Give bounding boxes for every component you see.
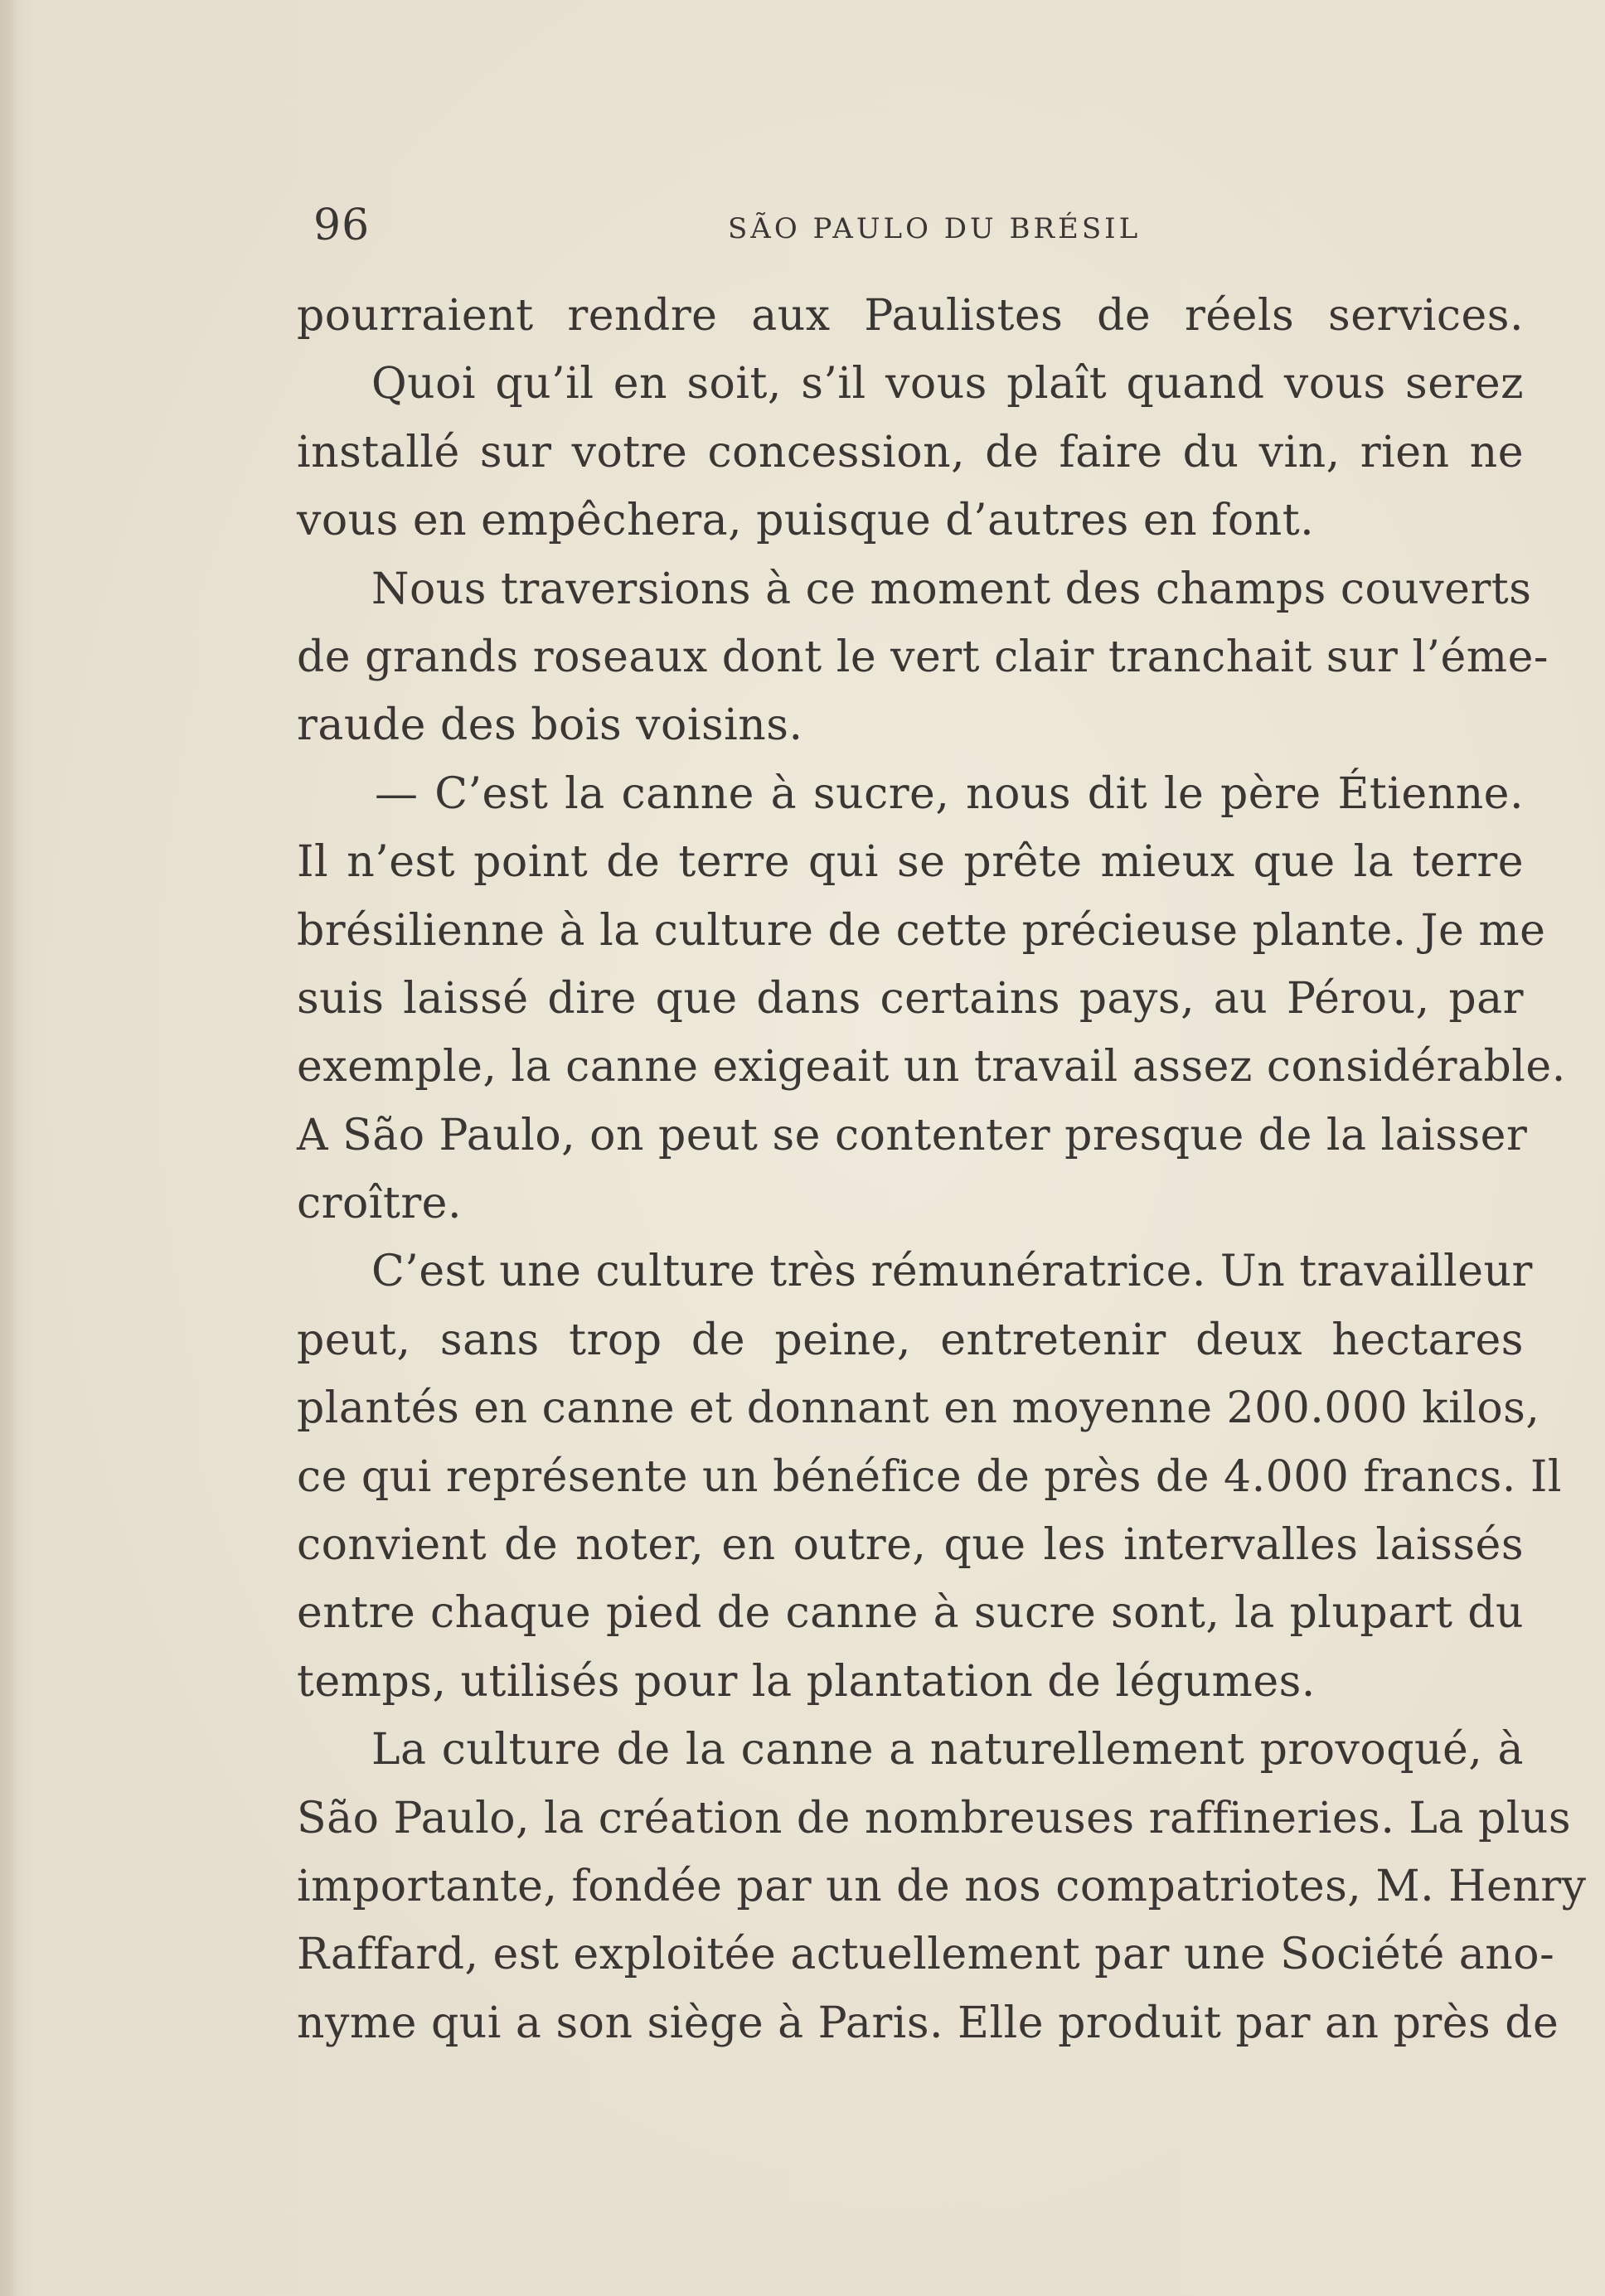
- text-line: suis laissé dire que dans certains pays, au Pérou, par: [297, 973, 1524, 1024]
- text-line: C’est une culture très rémunératrice. Un travailleur: [371, 1247, 1533, 1297]
- text-line: São Paulo, la création de nombreuses raffineries. La plus: [297, 1793, 1572, 1843]
- text-line: plantés en canne et donnant en moyenne 200.000 kilos,: [297, 1383, 1540, 1434]
- text-line: brésilienne à la culture de cette précieuse plante. Je me: [297, 905, 1546, 956]
- text-line: convient de noter, en outre, que les intervalles laissés: [297, 1520, 1524, 1571]
- text-line: A São Paulo, on peut se contenter presque de la laisser: [297, 1110, 1528, 1160]
- text-line: exemple, la canne exigeait un travail assez considérable.: [297, 1042, 1566, 1092]
- text-line: croître.: [297, 1179, 462, 1229]
- text-line: Raffard, est exploitée actuellement par une Société ano-: [297, 1930, 1555, 1980]
- text-line: installé sur votre concession, de faire du vin, rien ne: [297, 427, 1524, 477]
- text-line: ce qui représente un bénéfice de près de 4.000 francs. Il: [297, 1451, 1563, 1502]
- page-header: [313, 192, 1142, 259]
- text-line: raude des bois voisins.: [297, 700, 803, 751]
- body-text: [297, 282, 1587, 2057]
- text-line: temps, utilisés pour la plantation de légumes.: [297, 1656, 1316, 1707]
- text-line: La culture de la canne a naturellement provoqué, à: [371, 1725, 1524, 1775]
- page-gutter: [0, 0, 18, 2296]
- text-line: pourraient rendre aux Paulistes de réels services.: [297, 291, 1524, 341]
- text-line: — C’est la canne à sucre, nous dit le père Étienne.: [375, 768, 1524, 819]
- page-number: 96: [313, 201, 371, 250]
- text-line: peut, sans trop de peine, entretenir deux hectares: [297, 1315, 1524, 1365]
- text-line: Nous traversions à ce moment des champs couverts: [371, 564, 1532, 614]
- text-line: vous en empêchera, puisque d’autres en font.: [297, 496, 1315, 546]
- text-line: importante, fondée par un de nos compatriotes, M. Henry: [297, 1861, 1587, 1911]
- text-line: Il n’est point de terre qui se prête mieux que la terre: [297, 837, 1524, 888]
- text-line: entre chaque pied de canne à sucre sont, la plupart du: [297, 1588, 1524, 1639]
- text-line: Quoi qu’il en soit, s’il vous plaît quand vous serez: [371, 359, 1524, 409]
- text-line: nyme qui a son siège à Paris. Elle produit par an près de: [297, 1998, 1559, 2048]
- text-line: de grands roseaux dont le vert clair tranchait sur l’éme-: [297, 632, 1549, 682]
- running-title: SÃO PAULO DU BRÉSIL: [728, 212, 1142, 245]
